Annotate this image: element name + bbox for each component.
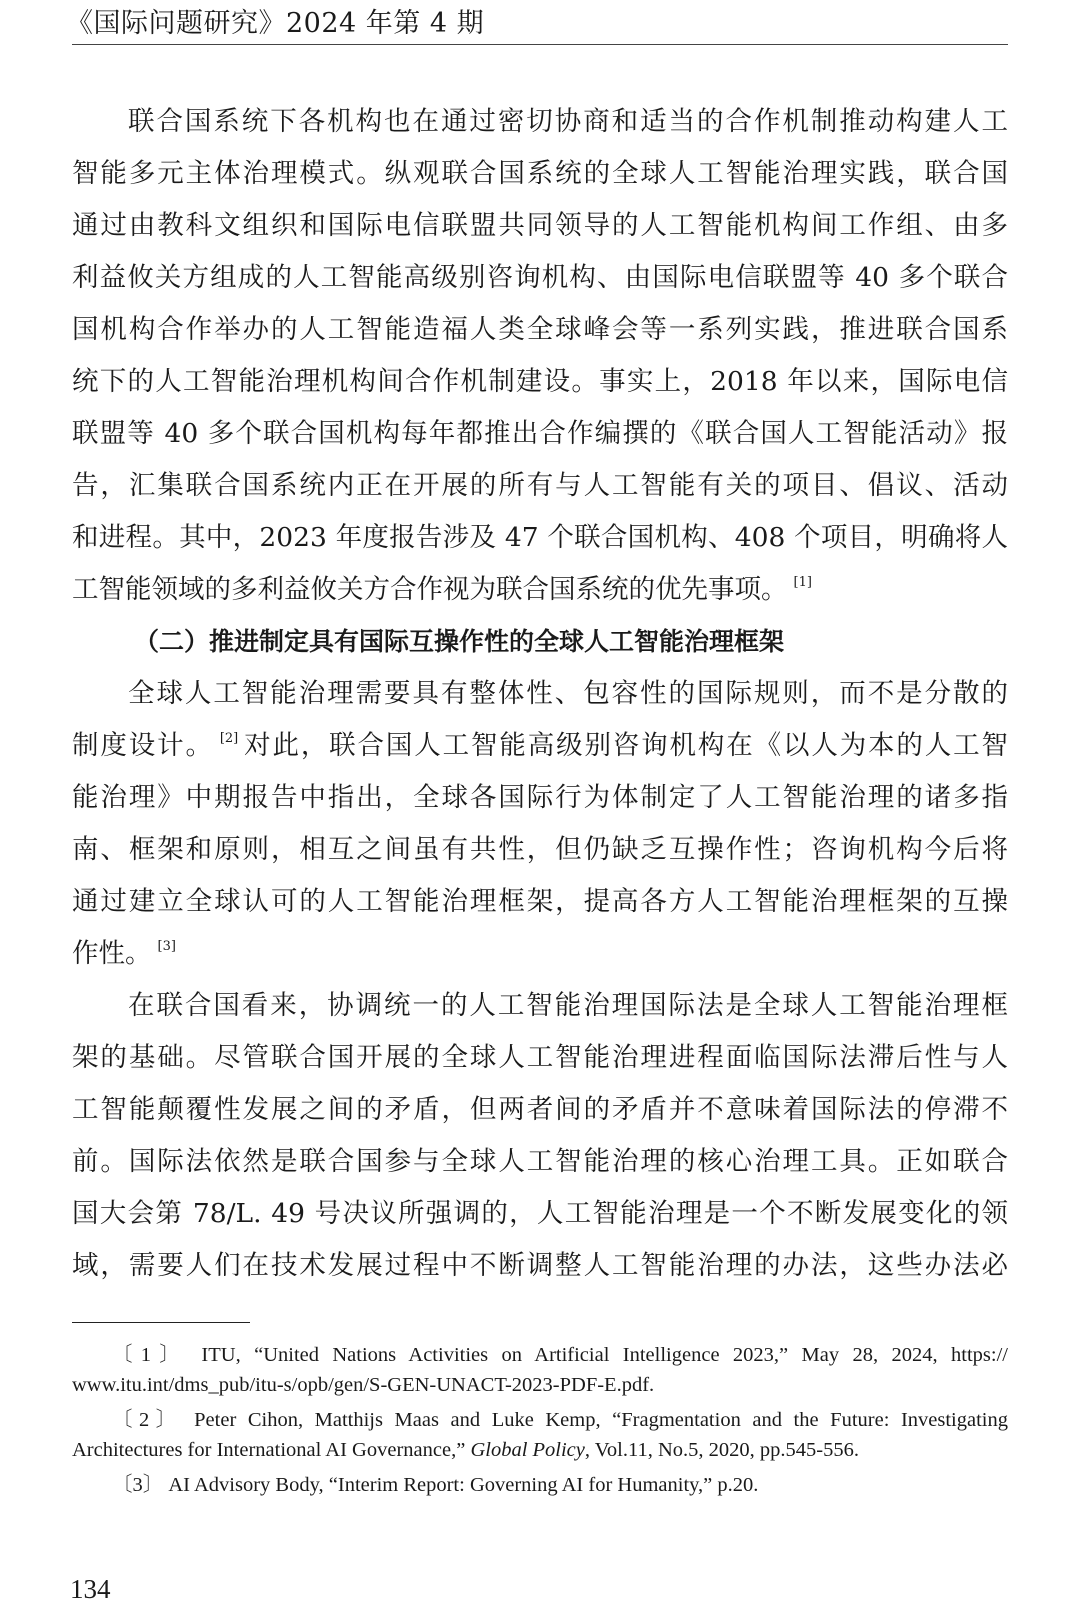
paragraph-line bbox=[72, 720, 1008, 772]
footnote-2-cont bbox=[72, 1435, 1008, 1465]
footnote-1: 〔1〕 ITU, “United Nations Activities on Artificial Intelligence 2023,” May 28, 2024, https:// bbox=[112, 1344, 1008, 1366]
paragraph-line: 前。国际法依然是联合国参与全球人工智能治理的核心治理工具。正如联合 bbox=[72, 1146, 1008, 1177]
paragraph-line: 国大会第 78/L. 49 号决议所强调的，人工智能治理是一个不断发展变化的领 bbox=[72, 1198, 1008, 1229]
footnote-1-cont: www.itu.int/dms_pub/itu-s/opb/gen/S-GEN-UNACT-2023-PDF-E.pdf. bbox=[72, 1374, 655, 1396]
footnote-ref-3[interactable]: [3] bbox=[157, 939, 176, 954]
journal-title: 《国际问题研究》2024 年第 4 期 bbox=[66, 8, 485, 39]
paragraph-line: 和进程。其中，2023 年度报告涉及 47 个联合国机构、408 个项目，明确将人 bbox=[72, 522, 1008, 553]
paragraph-line: 统下的人工智能治理机构间合作机制建设。事实上，2018 年以来，国际电信 bbox=[72, 366, 1008, 397]
paragraph-line: 国机构合作举办的人工智能造福人类全球峰会等一系列实践，推进联合国系 bbox=[72, 314, 1008, 345]
paragraph-line: 全球人工智能治理需要具有整体性、包容性的国际规则，而不是分散的 bbox=[128, 678, 1008, 709]
journal-name: Global Policy bbox=[470, 1439, 585, 1461]
footnote-ref-1[interactable]: [1] bbox=[793, 575, 812, 590]
footnote-3: 〔3〕 AI Advisory Body, “Interim Report: Governing AI for Humanity,” p.20. bbox=[112, 1474, 759, 1496]
paragraph-line bbox=[72, 564, 1008, 616]
footnotes bbox=[72, 1340, 1008, 1500]
footnote-ref-2[interactable]: [2] bbox=[219, 731, 239, 746]
body-text bbox=[72, 96, 1008, 1292]
paragraph-line: 通过建立全球认可的人工智能治理框架，提高各方人工智能治理框架的互操 bbox=[72, 886, 1008, 917]
footnote-text: Architectures for International AI Governance,” bbox=[72, 1439, 471, 1461]
paragraph-line bbox=[72, 928, 1008, 980]
paragraph-line: 告，汇集联合国系统内正在开展的所有与人工智能有关的项目、倡议、活动 bbox=[72, 470, 1008, 501]
paragraph-text: 工智能领域的多利益攸关方合作视为联合国系统的优先事项。 bbox=[72, 574, 788, 605]
paragraph-line: 联盟等 40 多个联合国机构每年都推出合作编撰的《联合国人工智能活动》报 bbox=[72, 418, 1008, 449]
paragraph-line: 能治理》中期报告中指出，全球各国际行为体制定了人工智能治理的诸多指 bbox=[72, 782, 1008, 813]
paragraph-line: 域，需要人们在技术发展过程中不断调整人工智能治理的办法，这些办法必 bbox=[72, 1250, 1008, 1281]
running-header bbox=[66, 6, 1008, 45]
section-heading: （二）推进制定具有国际互操作性的全球人工智能治理框架 bbox=[134, 627, 785, 656]
paragraph-line: 架的基础。尽管联合国开展的全球人工智能治理进程面临国际法滞后性与人 bbox=[72, 1042, 1008, 1073]
footnote-2: 〔2〕 Peter Cihon, Matthijs Maas and Luke Kemp, “Fragmentation and the Future: Investigating bbox=[112, 1409, 1008, 1431]
paragraph-line: 在联合国看来，协调统一的人工智能治理国际法是全球人工智能治理框 bbox=[128, 990, 1008, 1021]
paragraph-line: 南、框架和原则，相互之间虽有共性，但仍缺乏互操作性；咨询机构今后将 bbox=[72, 834, 1008, 865]
paragraph-text: 对此，联合国人工智能高级别咨询机构在《以人为本的人工智 bbox=[242, 730, 1009, 761]
paragraph-line: 智能多元主体治理模式。纵观联合国系统的全球人工智能治理实践，联合国 bbox=[72, 158, 1008, 189]
page-number: 134 bbox=[70, 1574, 111, 1604]
paragraph-line: 联合国系统下各机构也在通过密切协商和适当的合作机制推动构建人工 bbox=[128, 106, 1008, 137]
paragraph-line: 工智能颠覆性发展之间的矛盾，但两者间的矛盾并不意味着国际法的停滞不 bbox=[72, 1094, 1008, 1125]
paragraph-line: 利益攸关方组成的人工智能高级别咨询机构、由国际电信联盟等 40 多个联合 bbox=[72, 262, 1008, 293]
footnote-divider bbox=[72, 1322, 250, 1323]
paragraph-text: 制度设计。 bbox=[72, 730, 214, 761]
paragraph-line: 通过由教科文组织和国际电信联盟共同领导的人工智能机构间工作组、由多 bbox=[72, 210, 1008, 241]
paragraph-text: 作性。 bbox=[72, 938, 152, 969]
footnote-text: , Vol.11, No.5, 2020, pp.545-556. bbox=[584, 1439, 859, 1461]
